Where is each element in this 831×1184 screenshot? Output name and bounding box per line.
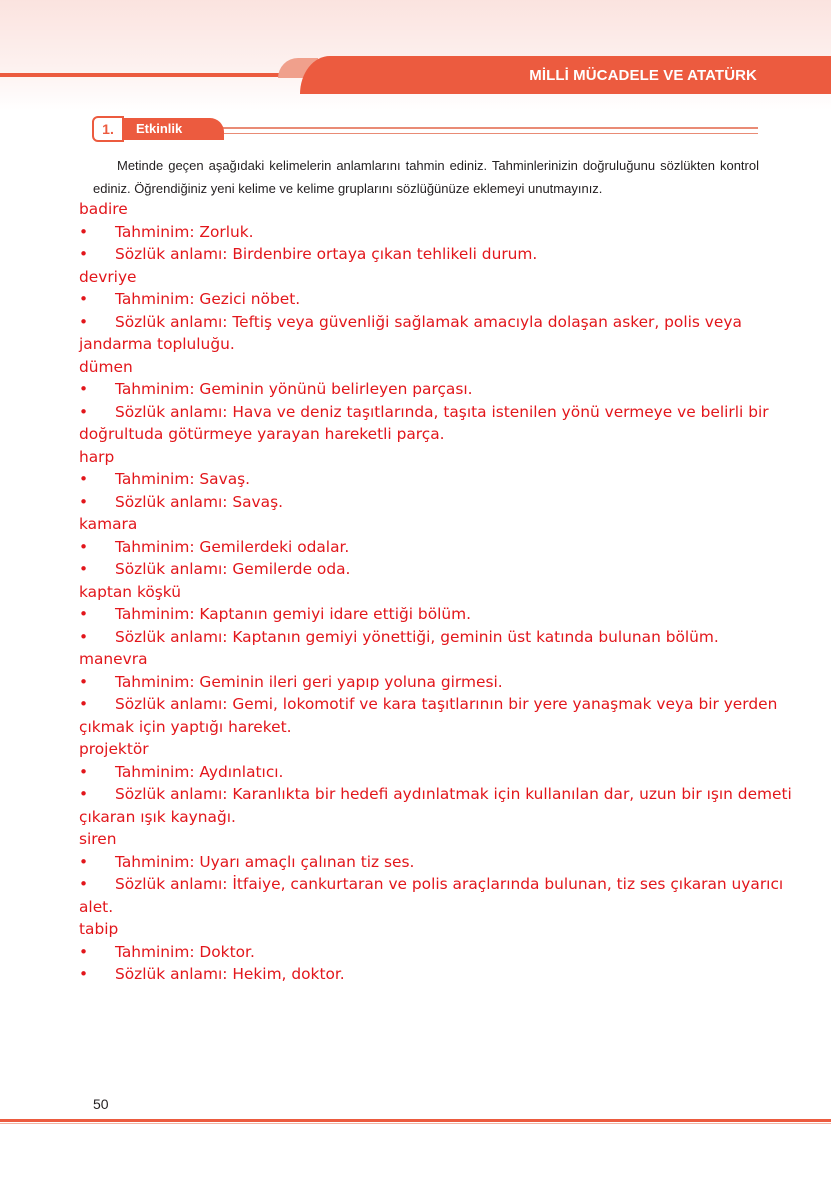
entry-word: kaptan köşkü bbox=[79, 582, 181, 601]
entry-word: manevra bbox=[79, 650, 148, 668]
bullet-icon: • bbox=[79, 537, 89, 556]
guess-text: Tahminim: Doktor. bbox=[115, 942, 255, 961]
footer-rule bbox=[0, 1119, 831, 1122]
meaning-text: Sözlük anlamı: Karanlıkta bir hedefi aydınlatmak için kullanılan dar, uzun bir ışın demeti çıkaran ışık kaynağı. bbox=[79, 785, 792, 826]
meaning-text: Sözlük anlamı: Gemi, lokomotif ve kara taşıtlarının bir yere yanaşmak veya bir yerden çıkmak için yaptığı hareket. bbox=[79, 695, 778, 736]
activity-rule-thin bbox=[160, 133, 758, 134]
entry bbox=[79, 266, 819, 356]
guess-item bbox=[79, 851, 819, 874]
entry bbox=[79, 446, 819, 514]
meaning-text: Sözlük anlamı: Gemilerde oda. bbox=[115, 560, 351, 578]
bullet-icon: • bbox=[79, 672, 89, 691]
guess-text: Tahminim: Kaptanın gemiyi idare ettiği bölüm. bbox=[115, 605, 472, 623]
guess-item bbox=[79, 288, 819, 311]
bullet-icon: • bbox=[79, 492, 89, 511]
meaning-item bbox=[79, 491, 819, 514]
entry bbox=[79, 648, 819, 738]
bullet-icon: • bbox=[79, 852, 89, 871]
meaning-text: Sözlük anlamı: Hava ve deniz taşıtlarında, taşıta istenilen yönü vermeye ve belirli bir doğrultuda götürmeye yarayan hareketli parça. bbox=[79, 402, 769, 443]
guess-text: Tahminim: Zorluk. bbox=[115, 222, 254, 241]
bullet-icon: • bbox=[79, 695, 89, 713]
activity-number: 1. bbox=[92, 116, 124, 142]
activity-rule bbox=[160, 127, 758, 129]
guess-text: Tahminim: Geminin yönünü belirleyen parçası. bbox=[115, 380, 473, 398]
guess-item bbox=[79, 761, 819, 784]
bullet-icon: • bbox=[79, 222, 89, 241]
meaning-item bbox=[79, 311, 819, 356]
meaning-item bbox=[79, 783, 819, 828]
entry bbox=[79, 198, 819, 266]
bullet-icon: • bbox=[79, 290, 89, 308]
guess-text: Tahminim: Gezici nöbet. bbox=[115, 290, 301, 308]
entry bbox=[79, 918, 819, 986]
entry-word: projektör bbox=[79, 740, 149, 758]
bullet-icon: • bbox=[79, 875, 89, 893]
meaning-text: Sözlük anlamı: İtfaiye, cankurtaran ve polis araçlarında bulunan, tiz ses çıkaran uyarıcı alet. bbox=[79, 875, 784, 916]
meaning-text: Sözlük anlamı: Savaş. bbox=[115, 492, 283, 511]
activity-label: Etkinlik bbox=[124, 118, 224, 140]
chapter-title: MİLLİ MÜCADELE VE ATATÜRK bbox=[529, 67, 757, 84]
entry bbox=[79, 513, 819, 581]
bullet-icon: • bbox=[79, 470, 89, 488]
entry-word: dümen bbox=[79, 357, 133, 376]
bullet-icon: • bbox=[79, 245, 89, 263]
meaning-text: Sözlük anlamı: Kaptanın gemiyi yönettiği, geminin üst katında bulunan bölüm. bbox=[115, 627, 719, 646]
bullet-icon: • bbox=[79, 965, 89, 983]
meaning-text: Sözlük anlamı: Hekim, doktor. bbox=[115, 965, 345, 983]
bullet-icon: • bbox=[79, 785, 89, 803]
bullet-icon: • bbox=[79, 560, 89, 578]
guess-item bbox=[79, 671, 819, 694]
entry-word: tabip bbox=[79, 920, 119, 938]
guess-text: Tahminim: Gemilerdeki odalar. bbox=[115, 537, 350, 556]
bullet-icon: • bbox=[79, 402, 89, 421]
meaning-item bbox=[79, 558, 819, 581]
meaning-item bbox=[79, 963, 819, 986]
vocabulary-list bbox=[79, 198, 819, 986]
guess-item bbox=[79, 536, 819, 559]
meaning-item bbox=[79, 873, 819, 918]
entry-word: harp bbox=[79, 447, 115, 466]
guess-text: Tahminim: Savaş. bbox=[115, 470, 251, 488]
meaning-text: Sözlük anlamı: Teftiş veya güvenliği sağlamak amacıyla dolaşan asker, polis veya jandarma topluluğu. bbox=[79, 312, 742, 353]
guess-text: Tahminim: Aydınlatıcı. bbox=[115, 762, 284, 781]
entry bbox=[79, 828, 819, 918]
entry-word: badire bbox=[79, 200, 128, 218]
entry bbox=[79, 738, 819, 828]
entry-word: devriye bbox=[79, 267, 137, 286]
entry-word: siren bbox=[79, 830, 117, 848]
guess-item bbox=[79, 378, 819, 401]
entry bbox=[79, 356, 819, 446]
bullet-icon: • bbox=[79, 605, 89, 623]
bullet-icon: • bbox=[79, 627, 89, 646]
guess-item bbox=[79, 603, 819, 626]
page-number: 50 bbox=[93, 1096, 109, 1112]
meaning-item bbox=[79, 693, 819, 738]
meaning-item bbox=[79, 626, 819, 649]
bullet-icon: • bbox=[79, 312, 89, 331]
instruction-text: Metinde geçen aşağıdaki kelimelerin anlamlarını tahmin ediniz. Tahminlerinizin doğruluğunu sözlükten kontrol ediniz. Öğrendiğiniz yeni kelime ve kelime gruplarını sözlüğünüze eklemeyi unutmayınız. bbox=[93, 158, 759, 196]
bullet-icon: • bbox=[79, 942, 89, 961]
guess-item bbox=[79, 221, 819, 244]
guess-text: Tahminim: Uyarı amaçlı çalınan tiz ses. bbox=[115, 852, 415, 871]
meaning-text: Sözlük anlamı: Birdenbire ortaya çıkan tehlikeli durum. bbox=[115, 245, 538, 263]
guess-item bbox=[79, 941, 819, 964]
bullet-icon: • bbox=[79, 762, 89, 781]
guess-item bbox=[79, 468, 819, 491]
footer-rule-thin bbox=[0, 1123, 831, 1124]
meaning-item bbox=[79, 243, 819, 266]
bullet-icon: • bbox=[79, 380, 89, 398]
entry bbox=[79, 581, 819, 649]
meaning-item bbox=[79, 401, 819, 446]
guess-text: Tahminim: Geminin ileri geri yapıp yoluna girmesi. bbox=[115, 672, 503, 691]
entry-word: kamara bbox=[79, 515, 138, 533]
